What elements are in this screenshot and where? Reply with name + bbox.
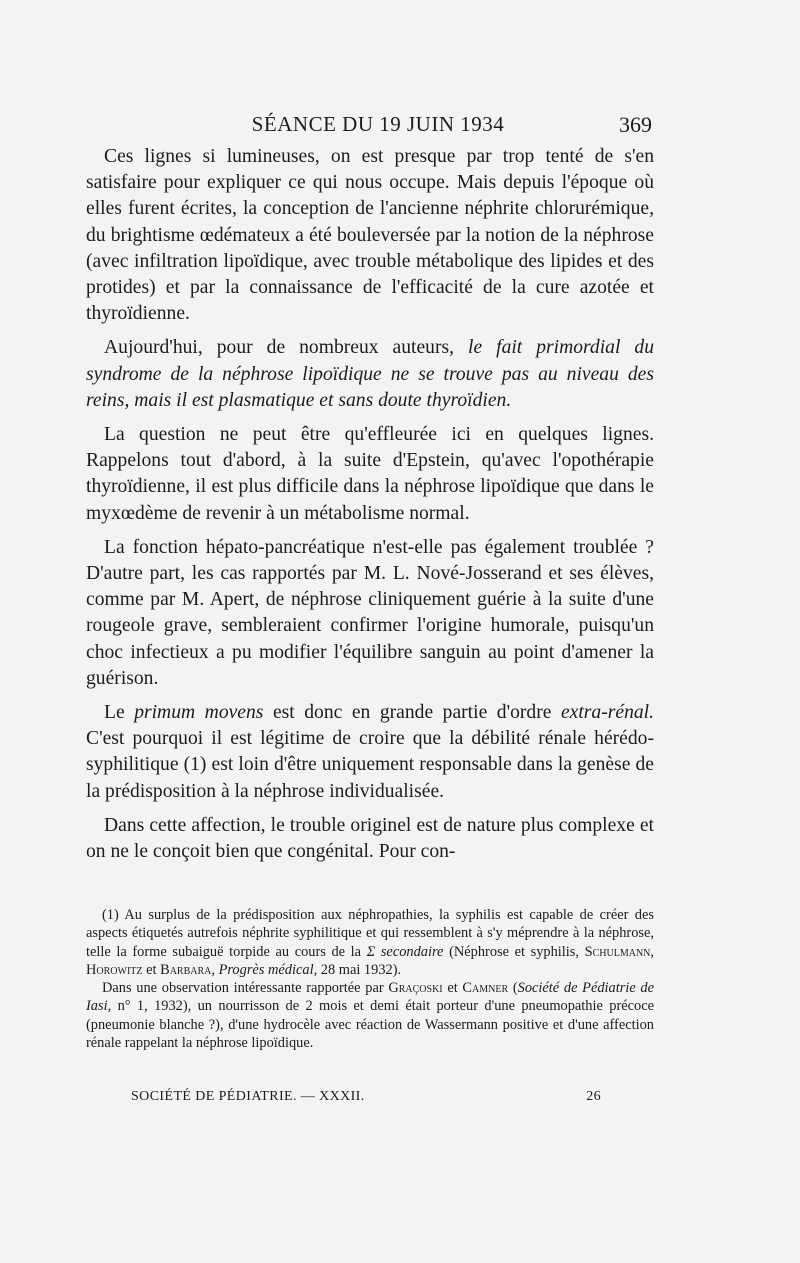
paragraph-6: Dans cette affection, le trouble originel est de nature plus complexe et on ne le conçoit bien que congénital. Pour con- <box>86 814 654 863</box>
running-head <box>104 112 652 142</box>
fn1-author-barbara: Barbara, <box>160 961 215 978</box>
fn2-text-c: et <box>442 980 463 997</box>
paragraph-4: La fonction hépato-pancréatique n'est-elle pas également troublée ? D'autre part, les cas rapportés par M. L. Nové-Josserand et ses élèves, comme par M. Apert, de néphrose cliniquement guérie à la suite d'une rougeole grave, sembleraient confirmer l'origine humorale, puisqu'un choc infectieux a pu modifier l'équilibre sanguin au point d'amener la guérison. <box>86 536 654 689</box>
page-number: 369 <box>619 112 652 137</box>
fn1-text-c: (Néphrose et syphilis, <box>443 943 585 960</box>
paragraph-2 <box>86 335 654 414</box>
paragraph-2-lead: Aujourd'hui, pour de nombreux auteurs, <box>104 337 468 359</box>
fn1-text-e: et <box>142 961 161 978</box>
p5-text-c: est donc en grande partie d'ordre <box>263 702 561 724</box>
fn1-authors: Schulmann, Horowitz <box>86 943 654 978</box>
fn2-author-camner: Camner <box>462 980 509 997</box>
p5-italic-primum-movens: primum movens <box>134 702 264 724</box>
paragraph-5 <box>86 700 654 805</box>
fn1-journal: Progrès médical, <box>218 961 318 978</box>
page-footer <box>131 1089 601 1111</box>
p5-italic-extra-renal: extra-rénal. <box>560 702 655 724</box>
paragraph-3: La question ne peut être qu'effleurée ici en quelques lignes. Rappelons tout d'abord, à la suite d'Epstein, qu'avec l'opothérapie thyroïdienne, il est plus difficile dans la néphrose lipoïdique que dans le myxœdème de revenir à un métabolisme normal. <box>86 424 654 524</box>
footer-signature: SOCIÉTÉ DE PÉDIATRIE. — XXXII. <box>131 1089 365 1104</box>
p5-text-a: Le <box>104 702 135 724</box>
footnote-1 <box>86 906 654 979</box>
p5-text-e: C'est pourquoi il est légitime de croire que la débilité rénale hérédo-syphilitique (1) est loin d'être uniquement responsable dans la genèse de la prédisposition à la néphrose individualisée. <box>86 728 654 802</box>
fn1-italic-sigma: Σ secondaire <box>366 943 444 960</box>
body-text <box>86 144 654 873</box>
fn2-paren: ( <box>508 980 518 997</box>
fn1-date: 28 mai 1932). <box>317 961 402 978</box>
fn2-text-a: Dans une observation intéressante rapportée par <box>102 980 389 997</box>
fn2-author-gracoski: Graçoski <box>388 980 443 997</box>
fn2-society: Société de Pédiatrie de Iasi <box>86 980 655 1015</box>
footnotes <box>86 906 654 1052</box>
footnote-2 <box>86 979 654 1052</box>
paragraph-1: Ces lignes si lumineuses, on est presque par trop tenté de s'en satisfaire pour expliquer ce qui nous occupe. Mais depuis l'époque où elles furent écrites, la conception de l'ancienne néphrite chlorurémique, du brightisme œdémateux a été bouleversée par la notion de la néphrose (avec infiltration lipoïdique, avec trouble métabolique des lipides et des protides) et par la connaissance de l'efficacité de la cure azotée et thyroïdienne. <box>86 146 654 325</box>
running-title: SÉANCE DU 19 JUIN 1934 <box>251 112 505 136</box>
footer-sheet-number: 26 <box>586 1089 601 1104</box>
fn1-text-a: (1) Au surplus de la prédisposition aux néphropathies, la syphilis est capable de créer des aspects étiquetés autrefois néphrite syphilitique et qui ressemblent à s'y méprendre à la néphrose, telle la forme subaiguë torpide au cours de la <box>86 907 654 960</box>
fn2-text-g: , n° 1, 1932), un nourrisson de 2 mois et demi était porteur d'une pneumopathie précoce (pneumonie blanche ?), d'une hydrocèle avec réaction de Wassermann positive et d'une affection rénale rappelant la néphrose lipoïdique. <box>86 998 654 1052</box>
paragraph-2-emphasis: le fait primordial du syndrome de la néphrose lipoïdique ne se trouve pas au niveau des reins, mais il est plasmatique et sans doute thyroïdien. <box>86 337 654 411</box>
